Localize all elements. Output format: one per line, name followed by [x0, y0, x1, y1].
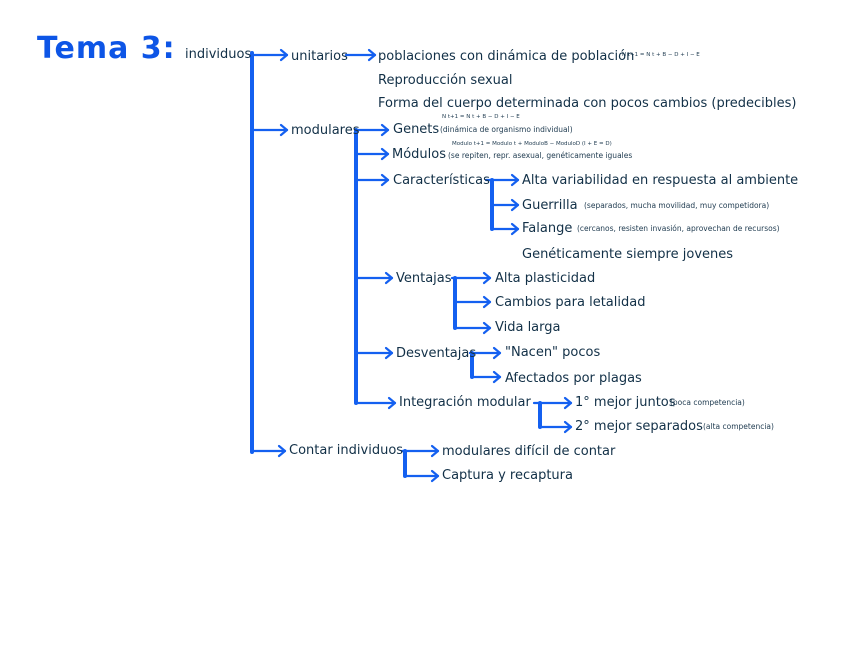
- node-modulos: Módulos: [392, 147, 446, 162]
- node-unitarios: unitarios: [291, 49, 348, 64]
- node-ventajas: Ventajas: [396, 271, 452, 286]
- contar-item: Captura y recaptura: [442, 468, 573, 483]
- node-desventajas: Desventajas: [396, 346, 477, 361]
- unitarios-item: Forma del cuerpo determinada con pocos cambios (predecibles): [378, 96, 797, 111]
- page-title: Tema 3:: [37, 31, 176, 66]
- integracion-item: 2° mejor separados: [575, 419, 703, 434]
- modulos-note: (se repiten, repr. asexual, genéticamente iguales: [448, 151, 633, 160]
- contar-item: modulares difícil de contar: [442, 444, 616, 459]
- unitarios-item: Reproducción sexual: [378, 73, 513, 88]
- caracteristica-item: Alta variabilidad en respuesta al ambiente: [522, 173, 799, 188]
- integracion-note: (alta competencia): [703, 422, 774, 431]
- ventaja-item: Cambios para letalidad: [495, 295, 646, 310]
- node-integracion: Integración modular: [399, 395, 531, 410]
- ventaja-item: Alta plasticidad: [495, 271, 596, 286]
- caracteristica-extra: Genéticamente siempre jovenes: [522, 247, 734, 262]
- node-genets: Genets: [393, 122, 440, 137]
- node-contar: Contar individuos: [289, 443, 404, 458]
- node-caracteristicas: Características: [393, 173, 490, 188]
- desventaja-item: "Nacen" pocos: [505, 345, 601, 360]
- unitarios-item: poblaciones con dinámica de población: [378, 49, 635, 64]
- integracion-note: (poca competencia): [670, 398, 745, 407]
- genets-formula: N t+1 = N t + B − D + I − E: [442, 114, 520, 120]
- caracteristica-note: (cercanos, resisten invasión, aprovechan de recursos): [577, 224, 780, 233]
- caracteristica-note: (separados, mucha movilidad, muy competidora): [584, 201, 770, 210]
- ventaja-item: Vida larga: [495, 320, 561, 335]
- caracteristica-item: Falange: [522, 221, 573, 236]
- genets-note: (dinámica de organismo individual): [440, 125, 573, 134]
- caracteristica-item: Guerrilla: [522, 198, 578, 213]
- root-node: individuos: [185, 47, 252, 62]
- integracion-item: 1° mejor juntos: [575, 395, 676, 410]
- desventaja-item: Afectados por plagas: [505, 371, 642, 386]
- modulos-formula: Modulo t+1 = Modulo t + ModuloB − ModuloD (I + E = D): [452, 141, 612, 147]
- unitarios-formula: N t+1 = N t + B − D + I − E: [622, 52, 700, 58]
- node-modulares: modulares: [291, 123, 360, 138]
